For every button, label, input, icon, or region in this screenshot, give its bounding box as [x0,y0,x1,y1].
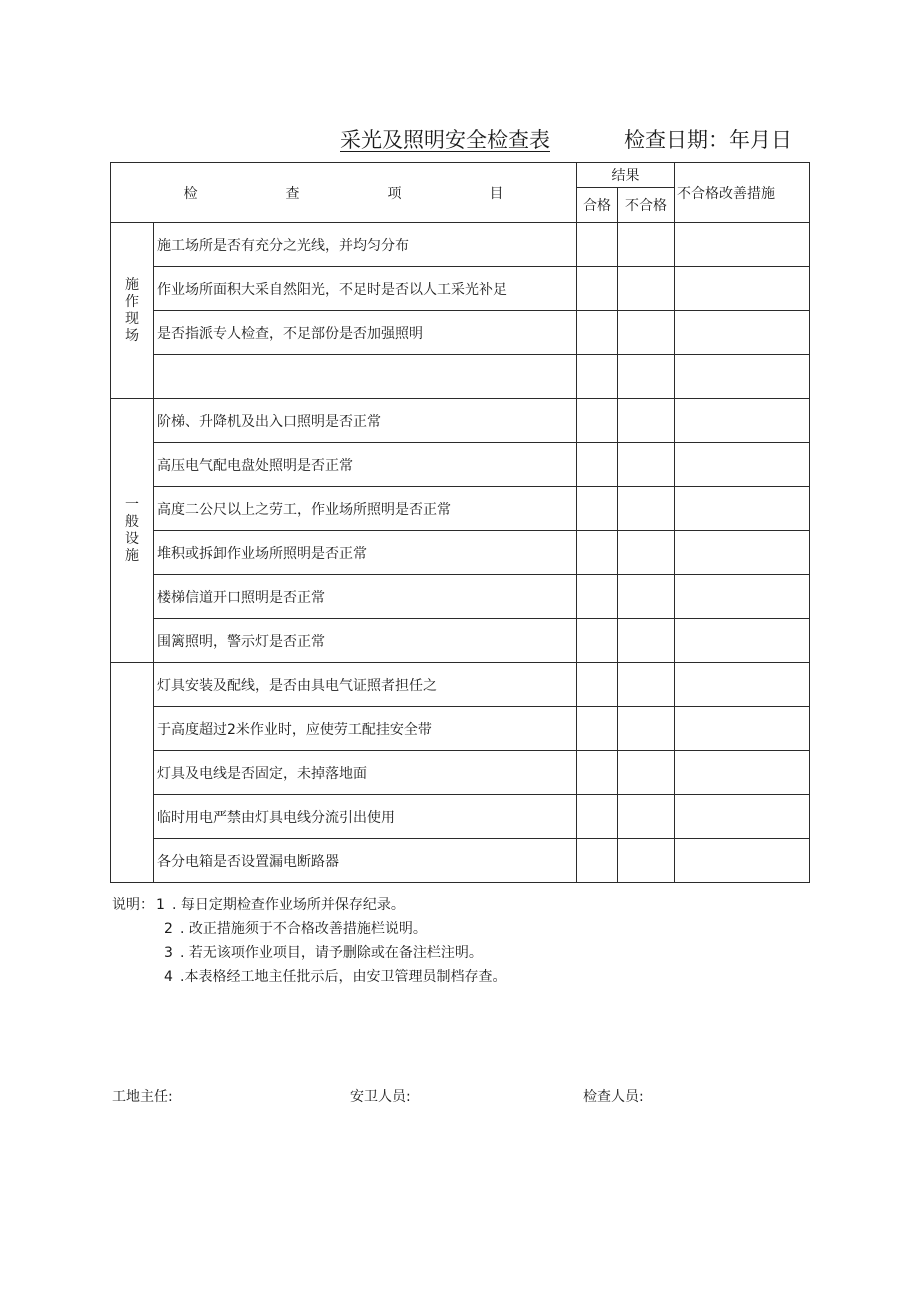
title-row [0,124,920,156]
category-cell [111,663,154,883]
pass-cell[interactable] [577,531,618,575]
pass-cell[interactable] [577,575,618,619]
note-text: .本表格经工地主任批示后，由安卫管理员制档存查。 [180,969,507,985]
note-line [112,965,506,989]
table-row [111,267,810,311]
note-number: 4 [164,969,173,985]
fail-cell[interactable] [618,443,675,487]
pass-cell[interactable] [577,839,618,883]
note-line [112,917,506,941]
pass-cell[interactable] [577,795,618,839]
inspection-item: 灯具及电线是否固定，未掉落地面 [154,751,577,795]
category-label: 施作现场 [125,276,139,344]
fail-cell[interactable] [618,751,675,795]
corrective-measure-cell[interactable] [675,575,810,619]
table-row [111,707,810,751]
inspection-item: 作业场所面积大采自然阳光，不足时是否以人工采光补足 [154,267,577,311]
corrective-measure-cell[interactable] [675,839,810,883]
document-title: 采光及照明安全检查表 [340,128,550,152]
pass-cell[interactable] [577,487,618,531]
pass-cell[interactable] [577,443,618,487]
corrective-measure-cell[interactable] [675,223,810,267]
notes-section [112,893,506,989]
pass-cell[interactable] [577,751,618,795]
category-cell [111,399,154,663]
table-row [111,223,810,267]
pass-header: 合格 [577,188,618,223]
corrective-measure-cell[interactable] [675,311,810,355]
table-row [111,619,810,663]
table-row [111,795,810,839]
fail-cell[interactable] [618,399,675,443]
fail-cell[interactable] [618,487,675,531]
inspection-table [110,162,810,883]
fail-cell[interactable] [618,311,675,355]
table-row [111,751,810,795]
corrective-measure-cell[interactable] [675,619,810,663]
table-row [111,839,810,883]
inspection-item: 高度二公尺以上之劳工，作业场所照明是否正常 [154,487,577,531]
table-row [111,487,810,531]
fail-cell[interactable] [618,619,675,663]
pass-cell[interactable] [577,267,618,311]
inspection-item: 于高度超过2米作业时，应使劳工配挂安全带 [154,707,577,751]
corrective-measure-cell[interactable] [675,795,810,839]
category-label: 一般设施 [125,496,139,564]
corrective-measure-cell[interactable] [675,751,810,795]
fail-cell[interactable] [618,575,675,619]
note-text: . 若无该项作业项目，请予删除或在备注栏注明。 [180,945,483,961]
corrective-measure-cell[interactable] [675,443,810,487]
corrective-measures-header: 不合格改善措施 [675,163,810,223]
inspection-item: 是否指派专人检查，不足部份是否加强照明 [154,311,577,355]
pass-cell[interactable] [577,355,618,399]
note-text: . 改正措施须于不合格改善措施栏说明。 [180,921,427,937]
inspection-item: 高压电气配电盘处照明是否正常 [154,443,577,487]
pass-cell[interactable] [577,619,618,663]
inspection-item: 堆积或拆卸作业场所照明是否正常 [154,531,577,575]
inspection-item: 施工场所是否有充分之光线，并均匀分布 [154,223,577,267]
category-cell [111,223,154,399]
fail-cell[interactable] [618,795,675,839]
note-text: . 每日定期检查作业场所并保存纪录。 [172,897,405,913]
inspection-item: 临时用电严禁由灯具电线分流引出使用 [154,795,577,839]
corrective-measure-cell[interactable] [675,487,810,531]
corrective-measure-cell[interactable] [675,531,810,575]
inspection-item: 各分电箱是否设置漏电断路器 [154,839,577,883]
fail-cell[interactable] [618,707,675,751]
pass-cell[interactable] [577,663,618,707]
note-number: 3 [164,945,173,961]
inspection-item: 围篱照明，警示灯是否正常 [154,619,577,663]
table-row [111,399,810,443]
inspection-item: 灯具安装及配线，是否由具电气证照者担任之 [154,663,577,707]
table-row [111,443,810,487]
corrective-measure-cell[interactable] [675,663,810,707]
corrective-measure-cell[interactable] [675,355,810,399]
pass-cell[interactable] [577,707,618,751]
fail-cell[interactable] [618,267,675,311]
table-row [111,311,810,355]
safety-staff-signature-label: 安卫人员: [350,1089,411,1105]
site-manager-signature-label: 工地主任: [112,1089,173,1105]
fail-cell[interactable] [618,223,675,267]
inspection-date-label: 检查日期：年月日 [624,128,792,152]
header-char: 查 [285,185,300,202]
header-char: 项 [387,185,402,202]
note-line [112,941,506,965]
fail-cell[interactable] [618,663,675,707]
inspection-item [154,355,577,399]
header-char: 目 [489,185,504,202]
corrective-measure-cell[interactable] [675,707,810,751]
table-row [111,531,810,575]
note-number: 1 [156,897,165,913]
result-header: 结果 [577,163,675,188]
fail-header: 不合格 [618,188,675,223]
corrective-measure-cell[interactable] [675,267,810,311]
corrective-measure-cell[interactable] [675,399,810,443]
table-row [111,663,810,707]
note-number: 2 [164,921,173,937]
fail-cell[interactable] [618,531,675,575]
fail-cell[interactable] [618,839,675,883]
notes-prefix: 说明： [112,897,154,913]
inspection-item-header [111,163,577,223]
fail-cell[interactable] [618,355,675,399]
table-row [111,355,810,399]
pass-cell[interactable] [577,223,618,267]
table-row [111,575,810,619]
pass-cell[interactable] [577,311,618,355]
pass-cell[interactable] [577,399,618,443]
inspector-signature-label: 检查人员: [583,1089,644,1105]
note-line [112,893,506,917]
header-char: 检 [183,185,198,202]
inspection-item: 楼梯信道开口照明是否正常 [154,575,577,619]
inspection-item: 阶梯、升降机及出入口照明是否正常 [154,399,577,443]
